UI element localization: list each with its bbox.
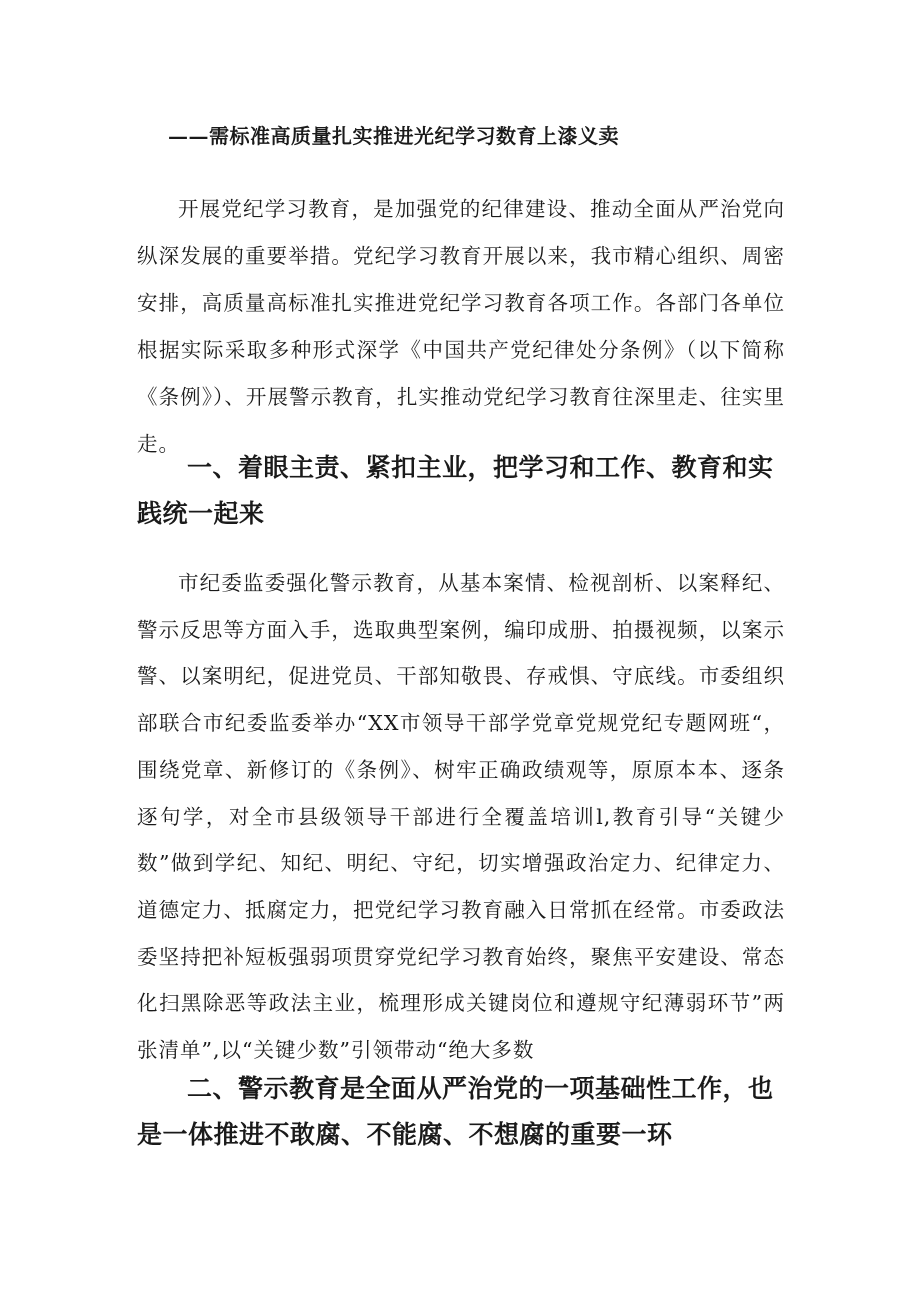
section-1-paragraph: 市纪委监委强化警示教育，从基本案情、检视剖析、以案释纪、警示反思等方面入手，选取典型案例，编印成册、拍摄视频，以案示警、以案明纪，促进党员、干部知敬畏、存戒惧、守底线。市委组织部联合市纪委监委举办“XX市领导干部学党章党规党纪专题网班“，围绕党章、新修订的《条例》、树牢正确政绩观等，原原本本、逐条逐句学，对全市县级领导干部进行全覆盖培训l,教育引导“关键少数”做到学纪、知纪、明纪、守纪，切实增强政治定力、纪律定力、道德定力、抵腐定力，把党纪学习教育融入日常抓在经常。市委政法委坚持把补短板强弱项贯穿党纪学习教育始终，聚焦平安建设、常态化扫黑除恶等政法主业，梳理形成关键岗位和遵规守纪薄弱环节”两张清单”,以“关键少数”引领带动“绝大多数 (137, 571, 785, 1063)
section-2-heading: 二、警示教育是全面从严治党的一项基础性工作，也是一体推进不敢腐、不能腐、不想腐的重要一环 (137, 1074, 774, 1149)
document-subtitle: ——需标准高质量扎实推进光纪学习数育上漆义卖 (168, 124, 619, 148)
intro-paragraph: 开展党纪学习教育，是加强党的纪律建设、推动全面从严治党向纵深发展的重要举措。党纪学习教育开展以来，我市精心组织、周密安排，高质量高标准扎实推进党纪学习教育各项工作。各部门各单位根据实际采取多种形式深学《中国共产党纪律处分条例》（以下简称《条例》）、开展警示教育，扎实推动党纪学习教育往深里走、往实里走。 (137, 197, 785, 456)
section-1-heading: 一、着眼主责、紧扣主业，把学习和工作、教育和实践统一起来 (137, 453, 774, 528)
